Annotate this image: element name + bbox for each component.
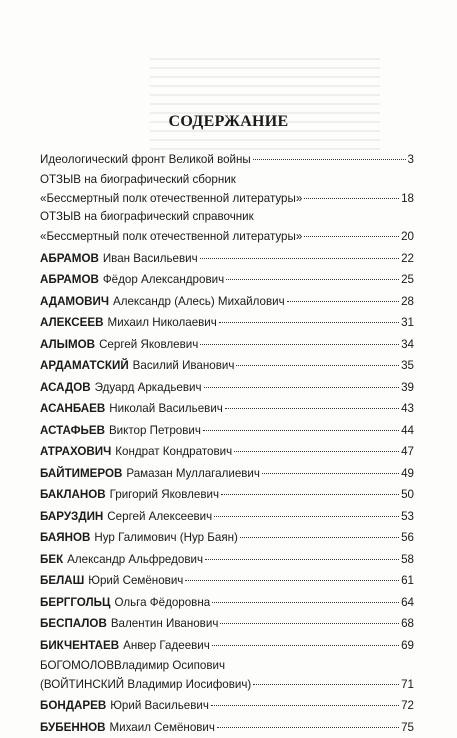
toc-entry-text: «Бессмертный полк отечественной литературы»: [40, 189, 302, 208]
toc-page-number: 47: [401, 441, 414, 463]
dot-leader: [211, 705, 399, 706]
toc-entry: [40, 334, 414, 356]
dot-leader: [219, 322, 399, 323]
author-surname: БАРУЗДИН: [40, 506, 103, 528]
dot-leader: [185, 580, 399, 581]
toc-page-number: 72: [401, 695, 414, 717]
author-given-name: Василий Иванович: [133, 355, 235, 377]
toc-entry-line: ОТЗЫВ на биографический сборник: [40, 171, 414, 190]
toc-entry-line: [40, 227, 414, 246]
author-given-name: Виктор Петрович: [109, 420, 201, 442]
toc-entry-line: ОТЗЫВ на биографический справочник: [40, 208, 414, 227]
toc-page-number: 20: [401, 227, 414, 246]
dot-leader: [253, 684, 399, 685]
toc-entry: [40, 248, 414, 270]
author-given-name: Александр (Алесь) Михайлович: [113, 291, 285, 313]
author-surname: БАКЛАНОВ: [40, 484, 106, 506]
dot-leader: [304, 236, 399, 237]
toc-entry: [40, 506, 414, 528]
dot-leader: [225, 408, 399, 409]
toc-page-number: 35: [401, 355, 414, 377]
dot-leader: [234, 451, 399, 452]
author-surname: АСАНБАЕВ: [40, 398, 105, 420]
dot-leader: [200, 344, 399, 345]
author-given-name: Владимир Осипович: [114, 659, 225, 672]
toc-page-number: 44: [401, 420, 414, 442]
toc-page-number: 68: [401, 613, 414, 635]
author-given-name: Рамазан Муллагалиевич: [126, 463, 260, 485]
toc-entry-review-2: [40, 208, 414, 246]
toc-page-number: 34: [401, 334, 414, 356]
page-title: СОДЕРЖАНИЕ: [0, 113, 457, 131]
dot-leader: [220, 623, 399, 624]
author-surname: БУБЕННОВ: [40, 717, 105, 738]
toc-page-number: 50: [401, 484, 414, 506]
toc-page-number: 3: [408, 149, 414, 171]
toc-entry: [40, 149, 414, 171]
author-given-name: Николай Васильевич: [109, 398, 223, 420]
toc-page-number: 53: [401, 506, 414, 528]
author-surname: АЛЫМОВ: [40, 334, 95, 356]
toc-entry: [40, 717, 414, 738]
author-entries: [40, 248, 414, 738]
toc-entry: [40, 420, 414, 442]
author-given-name: Юрий Семёнович: [88, 570, 183, 592]
dot-leader: [203, 430, 399, 431]
toc-entry: [40, 463, 414, 485]
author-given-name: Фёдор Александрович: [103, 269, 224, 291]
dot-leader: [212, 645, 399, 646]
author-surname: БАЙТИМЕРОВ: [40, 463, 122, 485]
toc-entry: [40, 635, 414, 657]
author-surname: БЕЛАШ: [40, 570, 84, 592]
dot-leader: [200, 258, 399, 259]
author-surname: БАЯНОВ: [40, 527, 90, 549]
dot-leader: [226, 279, 399, 280]
author-given-name: Сергей Алексеевич: [107, 506, 212, 528]
author-surname: БЕК: [40, 549, 63, 571]
author-surname: БЕРГГОЛЬЦ: [40, 592, 110, 614]
toc-page-number: 56: [401, 527, 414, 549]
toc-entry-text: Идеологический фронт Великой войны: [40, 149, 251, 171]
author-surname: БОНДАРЕВ: [40, 695, 106, 717]
author-surname: АСАДОВ: [40, 377, 91, 399]
toc-entry: [40, 656, 414, 695]
author-given-name: Нур Галимович (Нур Баян): [94, 527, 238, 549]
toc-entry: [40, 377, 414, 399]
author-given-name: Юрий Васильевич: [110, 695, 209, 717]
author-given-name: Михаил Семёнович: [109, 717, 214, 738]
author-surname: БИКЧЕНТАЕВ: [40, 635, 119, 657]
toc-entry-line: [40, 656, 414, 675]
toc-entry-line: [40, 675, 414, 695]
author-given-name: Михаил Николаевич: [108, 312, 217, 334]
toc-entry: [40, 527, 414, 549]
toc-entry-text: «Бессмертный полк отечественной литературы»: [40, 227, 302, 246]
toc-entry: [40, 398, 414, 420]
dot-leader: [253, 159, 406, 160]
author-surname: АДАМОВИЧ: [40, 291, 109, 313]
dot-leader: [217, 727, 399, 728]
toc-page-number: 69: [401, 635, 414, 657]
dot-leader: [205, 559, 399, 560]
author-given-name: Кондрат Кондратович: [115, 441, 232, 463]
toc-page-number: 58: [401, 549, 414, 571]
author-given-name: Ольга Фёдоровна: [114, 592, 210, 614]
toc-entry-line: [40, 189, 414, 208]
author-given-name: Анвер Гадеевич: [123, 635, 210, 657]
toc-page-number: 43: [401, 398, 414, 420]
dot-leader: [262, 473, 399, 474]
toc-page-number: 39: [401, 377, 414, 399]
toc-page-number: 75: [401, 717, 414, 738]
toc-entry: [40, 355, 414, 377]
toc-entry: [40, 441, 414, 463]
dot-leader: [287, 301, 399, 302]
dot-leader: [304, 198, 399, 199]
toc-page-number: 22: [401, 248, 414, 270]
author-surname: АБРАМОВ: [40, 248, 99, 270]
author-surname: БОГОМОЛОВ: [40, 659, 114, 672]
toc-entry: [40, 570, 414, 592]
author-surname: АЛЕКСЕЕВ: [40, 312, 104, 334]
toc-entry: [40, 549, 414, 571]
toc-entry: [40, 484, 414, 506]
toc-entry: [40, 269, 414, 291]
author-given-name: Григорий Яковлевич: [110, 484, 219, 506]
author-given-name: Сергей Яковлевич: [99, 334, 198, 356]
dot-leader: [236, 365, 399, 366]
toc-entry-review-1: [40, 171, 414, 209]
author-given-name: Иван Васильевич: [103, 248, 198, 270]
bleed-through-text: [150, 58, 380, 153]
author-surname: АРДАМАТСКИЙ: [40, 355, 129, 377]
author-alias: (ВОЙТИНСКИЙ Владимир Иосифович): [40, 675, 251, 695]
dot-leader: [204, 387, 400, 388]
dot-leader: [212, 602, 399, 603]
toc-page-number: 25: [401, 269, 414, 291]
dot-leader: [214, 516, 399, 517]
toc-page-number: 64: [401, 592, 414, 614]
author-given-name: Эдуард Аркадьевич: [95, 377, 202, 399]
dot-leader: [221, 494, 399, 495]
author-surname: АСТАФЬЕВ: [40, 420, 105, 442]
toc-page-number: 49: [401, 463, 414, 485]
author-surname: БЕСПАЛОВ: [40, 613, 107, 635]
toc-page-number: 31: [401, 312, 414, 334]
toc-entry: [40, 291, 414, 313]
toc-page-number: 18: [401, 189, 414, 208]
author-surname: АБРАМОВ: [40, 269, 99, 291]
toc-entry: [40, 695, 414, 717]
dot-leader: [240, 537, 399, 538]
toc-page-number: 28: [401, 291, 414, 313]
toc-entry: [40, 312, 414, 334]
table-of-contents: [40, 149, 414, 738]
author-given-name: Александр Альфредович: [67, 549, 203, 571]
author-given-name: Валентин Иванович: [111, 613, 219, 635]
toc-page-number: 61: [401, 570, 414, 592]
toc-entry: [40, 592, 414, 614]
author-surname: АТРАХОВИЧ: [40, 441, 111, 463]
toc-page-number: 71: [401, 675, 414, 695]
toc-entry: [40, 613, 414, 635]
